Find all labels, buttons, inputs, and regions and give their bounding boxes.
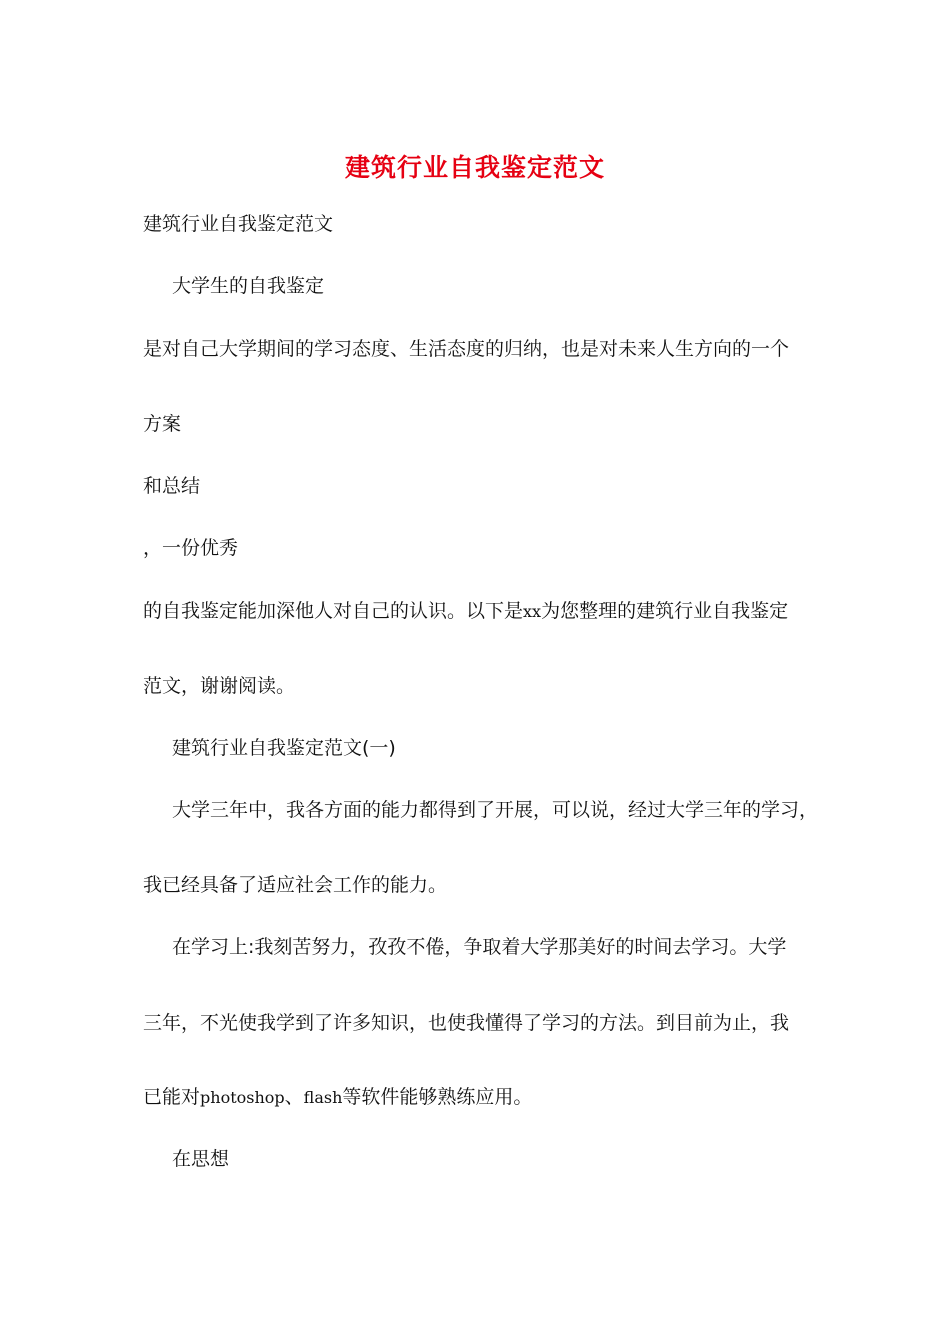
paragraph-line bbox=[143, 1083, 532, 1112]
software-name: flash bbox=[303, 1088, 343, 1107]
document-title: 建筑行业自我鉴定范文 bbox=[344, 153, 605, 182]
text-segment: 的自我鉴定能加深他人对自己的认识。以下是 bbox=[143, 600, 524, 622]
paragraph-line: 在思想 bbox=[172, 1148, 230, 1170]
paragraph-line: 大学三年中，我各方面的能力都得到了开展，可以说，经过大学三年的学习， bbox=[172, 799, 819, 821]
paragraph-line: 是对自己大学期间的学习态度、生活态度的归纳，也是对未来人生方向的一个 bbox=[143, 338, 790, 360]
paragraph-line: ，一份优秀 bbox=[143, 537, 239, 559]
paragraph-line: 方案 bbox=[143, 413, 182, 435]
paragraph-line: 我已经具备了适应社会工作的能力。 bbox=[143, 874, 448, 896]
software-name: photoshop bbox=[200, 1088, 285, 1107]
paragraph-line bbox=[143, 597, 788, 626]
text-segment: 为您整理的建筑行业自我鉴定 bbox=[541, 600, 789, 622]
text-segment: 等软件能够熟练应用。 bbox=[342, 1086, 533, 1108]
paragraph-line: 在学习上:我刻苦努力，孜孜不倦，争取着大学那美好的时间去学习。大学 bbox=[172, 936, 787, 958]
paragraph-line: 和总结 bbox=[143, 475, 201, 497]
paragraph-line: 建筑行业自我鉴定范文 bbox=[143, 213, 334, 235]
text-segment: 已能对 bbox=[143, 1086, 201, 1108]
section-heading: 建筑行业自我鉴定范文(一) bbox=[172, 737, 396, 759]
text-segment: 、 bbox=[284, 1086, 304, 1108]
paragraph-line: 范文，谢谢阅读。 bbox=[143, 675, 296, 697]
placeholder-text: xx bbox=[523, 602, 542, 621]
paragraph-line: 大学生的自我鉴定 bbox=[172, 275, 325, 297]
paragraph-line: 三年，不光使我学到了许多知识，也使我懂得了学习的方法。到目前为止，我 bbox=[143, 1012, 790, 1034]
